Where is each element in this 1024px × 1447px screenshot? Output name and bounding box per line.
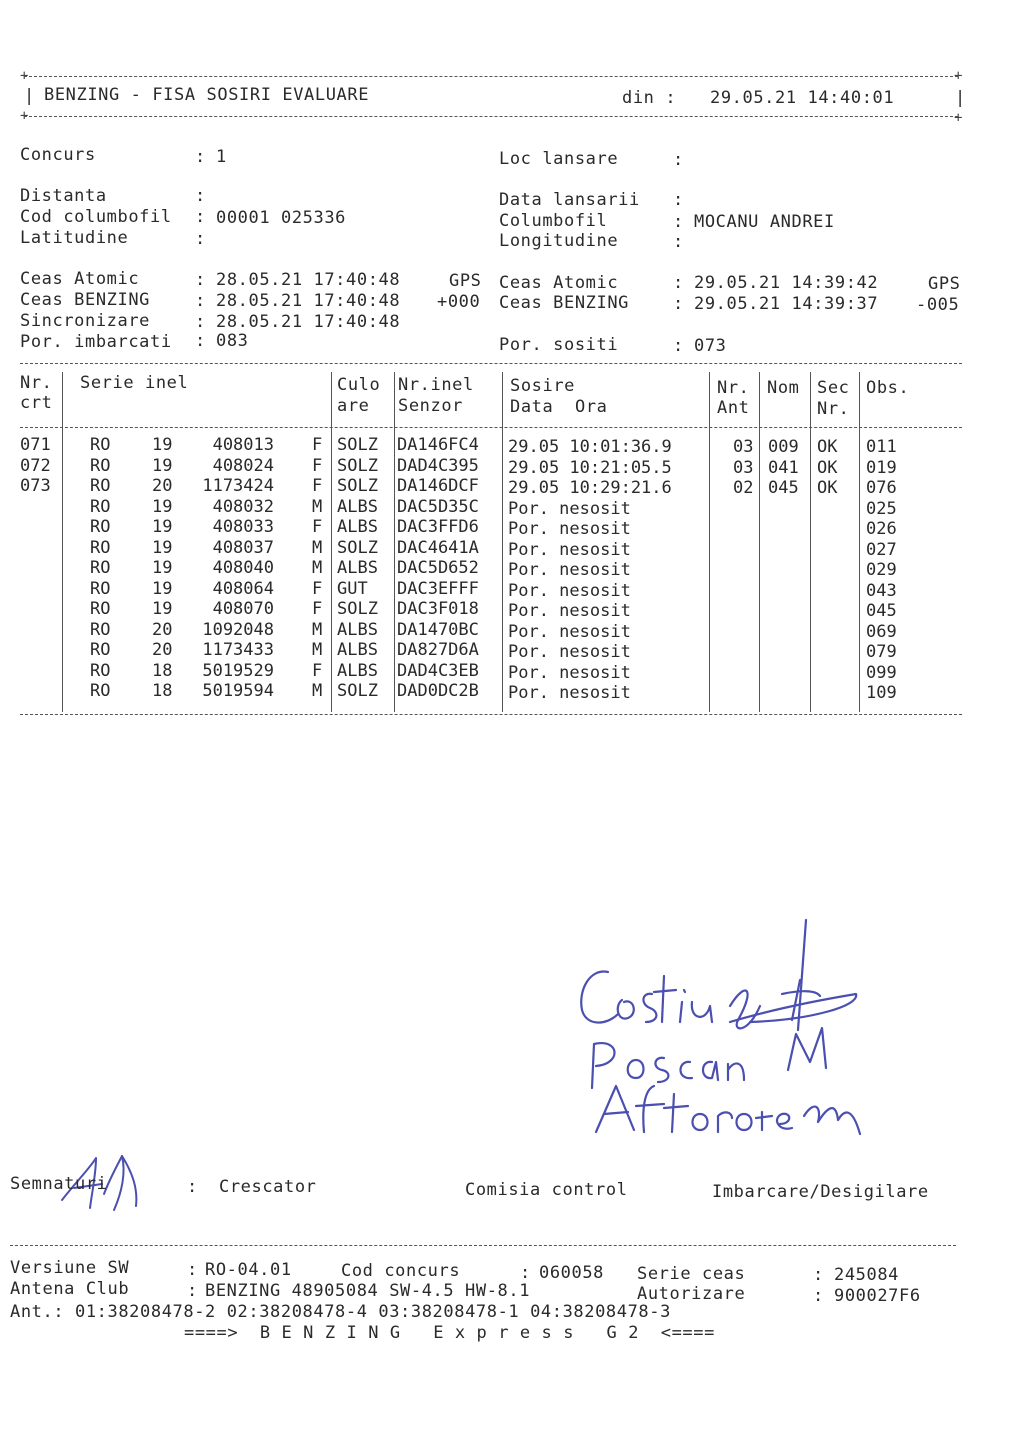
cell-sensor: DA146DCF [397, 476, 479, 496]
cell-sensor: DAC3FFD6 [397, 517, 479, 537]
header-bottom-border [24, 116, 958, 117]
corner-mark: + [954, 68, 963, 84]
col-header-culoare-sub: are [337, 396, 370, 416]
table-bottom-border [20, 714, 962, 715]
info-sep: : [673, 190, 684, 210]
cell-color: GUT [337, 578, 368, 599]
cell-color: SOLZ [337, 599, 378, 619]
cell-ring: 1173424 [202, 476, 274, 496]
info-sep: : [673, 273, 684, 293]
cell-country: RO [90, 537, 111, 558]
cell-ring: 408033 [212, 517, 274, 537]
info-label: Loc lansare [499, 149, 619, 169]
info-sep: : [195, 207, 206, 227]
col-header-sosire-sub: Data Ora [510, 397, 608, 417]
cell-color: SOLZ [337, 455, 378, 476]
header-top-border [24, 76, 958, 77]
info-label: Ceas Atomic [499, 273, 619, 293]
cell-sensor: DAD0DC2B [397, 681, 479, 701]
cell-country: RO [90, 681, 111, 701]
cell-country: RO [90, 660, 111, 681]
col-header-serie: Serie inel [80, 373, 189, 393]
cell-nom: 041 [768, 457, 799, 478]
cell-obs: 043 [866, 580, 897, 601]
cell-sensor: DA1470BC [397, 619, 479, 640]
cell-nr: 071 [20, 435, 51, 455]
cell-obs: 011 [866, 437, 897, 457]
column-divider [759, 372, 760, 712]
cell-arrival: 29.05 10:29:21.6 [508, 478, 672, 498]
cell-year: 19 [152, 455, 173, 476]
brand-line: ====> B E N Z I N G E x p r e s s G 2 <==== [184, 1323, 715, 1343]
info-label: Distanta [20, 186, 107, 206]
cell-year: 19 [152, 496, 173, 517]
cell-ring: 408013 [212, 435, 274, 455]
info-value: 073 [694, 336, 727, 356]
info-label: Por. imbarcati [20, 332, 172, 352]
info-value: MOCANU ANDREI [694, 212, 835, 232]
cell-country: RO [90, 517, 111, 537]
cell-arrival: Por. nesosit [508, 683, 631, 703]
info-label: Latitudine [20, 228, 129, 248]
header-right-bar: | [955, 88, 966, 108]
col-header-nrinel-sub: Senzor [398, 396, 464, 416]
cell-sex: M [312, 496, 323, 517]
info-extra: +000 [437, 292, 481, 312]
cell-sensor: DAC3EFFF [397, 578, 479, 599]
info-sep: : [673, 212, 684, 232]
versiune-sep: : [187, 1260, 198, 1280]
report-date-label: din : [622, 88, 677, 108]
cell-year: 18 [152, 681, 173, 701]
cell-sex: F [312, 455, 323, 476]
cell-sensor: DAC5D652 [397, 558, 479, 578]
cell-ring: 408032 [212, 496, 274, 517]
autorizare-label: Autorizare [637, 1284, 746, 1304]
antena-value: BENZING 48905084 SW-4.5 HW-8.1 [205, 1281, 531, 1301]
autorizare-sep: : [813, 1286, 824, 1306]
report-title: BENZING - FISA SOSIRI EVALUARE [44, 85, 370, 105]
cell-ring: 408024 [212, 455, 274, 476]
info-sep: : [195, 270, 206, 290]
column-divider [810, 372, 811, 712]
cell-sex: M [312, 640, 323, 660]
cell-sex: M [312, 681, 323, 701]
col-header-ant-sub: Ant [717, 398, 750, 418]
cell-year: 20 [152, 476, 173, 496]
cell-color: SOLZ [337, 537, 378, 558]
cell-country: RO [90, 496, 111, 517]
cell-country: RO [90, 435, 111, 455]
cell-obs: 109 [866, 683, 897, 703]
serie-ceas-value: 245084 [834, 1265, 900, 1285]
col-header-sosire: Sosire [510, 376, 576, 396]
cell-nom: 045 [768, 478, 799, 498]
cell-sex: M [312, 537, 323, 558]
corner-mark: + [954, 110, 963, 126]
table-top-border [20, 363, 962, 364]
cell-ant: 02 [733, 478, 754, 498]
header-left-bar: | [24, 86, 35, 106]
cell-ant: 03 [733, 457, 754, 478]
cell-nr: 073 [20, 476, 51, 496]
column-divider [502, 372, 503, 712]
cell-arrival: Por. nesosit [508, 642, 631, 662]
cell-sex: F [312, 435, 323, 455]
signature-comisia-control: Comisia control [465, 1180, 628, 1200]
info-label: Sincronizare [20, 311, 151, 331]
info-sep: : [195, 147, 206, 167]
cell-ring: 1092048 [202, 619, 274, 640]
cell-nom: 009 [768, 437, 799, 457]
cell-obs: 069 [866, 621, 897, 642]
cell-sensor: DAC5D35C [397, 496, 479, 517]
cell-obs: 099 [866, 662, 897, 683]
info-sep: : [673, 150, 684, 170]
signature-imbarcare-desigilare: Imbarcare/Desigilare [712, 1182, 929, 1202]
cod-concurs-value: 060058 [539, 1263, 605, 1283]
info-extra: -005 [916, 295, 960, 315]
cell-sec: OK [817, 478, 838, 498]
info-label: Cod columbofil [20, 207, 172, 227]
antenna-list: Ant.: 01:38208478-2 02:38208478-4 03:38208478-1 04:38208478-3 [10, 1302, 671, 1322]
col-header-culoare: Culo [337, 375, 381, 395]
info-value: 1 [216, 147, 227, 167]
cell-sensor: DAC3F018 [397, 599, 479, 619]
versiune-value: RO-04.01 [205, 1260, 292, 1280]
cell-ring: 408040 [212, 558, 274, 578]
cell-color: ALBS [337, 496, 378, 517]
cod-concurs-label: Cod concurs [341, 1261, 461, 1281]
cell-color: ALBS [337, 619, 378, 640]
cell-country: RO [90, 599, 111, 619]
cell-obs: 027 [866, 539, 897, 560]
info-extra: GPS [928, 274, 961, 294]
info-label: Ceas Atomic [20, 269, 140, 289]
cell-obs: 019 [866, 457, 897, 478]
info-sep: : [195, 312, 206, 332]
corner-mark: + [20, 108, 29, 124]
info-value: 29.05.21 14:39:37 [694, 294, 879, 314]
cell-year: 18 [152, 660, 173, 681]
cell-arrival: Por. nesosit [508, 560, 631, 580]
cell-arrival: 29.05 10:21:05.5 [508, 457, 672, 478]
info-value: 28.05.21 17:40:48 [216, 291, 401, 311]
column-divider [331, 372, 332, 712]
cell-ring: 5019594 [202, 681, 274, 701]
report-date-value: 29.05.21 14:40:01 [710, 88, 895, 108]
cell-year: 19 [152, 578, 173, 599]
info-label: Concurs [20, 145, 96, 165]
signature-crescator: Crescator [219, 1177, 317, 1197]
serie-ceas-label: Serie ceas [637, 1264, 746, 1284]
cell-arrival: Por. nesosit [508, 539, 631, 560]
signatures-sep: : [187, 1177, 198, 1197]
cell-arrival: Por. nesosit [508, 621, 631, 642]
cell-sex: F [312, 599, 323, 619]
cell-obs: 076 [866, 478, 897, 498]
col-header-obs: Obs. [866, 378, 910, 398]
cell-year: 19 [152, 435, 173, 455]
cell-country: RO [90, 455, 111, 476]
info-label: Data lansarii [499, 190, 640, 210]
info-extra: GPS [449, 271, 482, 291]
cell-ring: 1173433 [202, 640, 274, 660]
cell-sex: F [312, 660, 323, 681]
cell-color: SOLZ [337, 476, 378, 496]
col-header-sec-sub: Nr. [817, 399, 850, 419]
info-label: Ceas BENZING [20, 290, 151, 310]
cod-concurs-sep: : [520, 1263, 531, 1283]
info-sep: : [195, 229, 206, 249]
cell-ring: 408037 [212, 537, 274, 558]
cell-obs: 026 [866, 519, 897, 539]
col-header-ant: Nr. [717, 378, 750, 398]
cell-year: 19 [152, 517, 173, 537]
cell-country: RO [90, 558, 111, 578]
cell-obs: 029 [866, 560, 897, 580]
cell-arrival: Por. nesosit [508, 498, 631, 519]
footer-top-border [10, 1245, 956, 1246]
cell-sec: OK [817, 457, 838, 478]
col-header-nr-sub: crt [20, 393, 53, 413]
versiune-label: Versiune SW [10, 1258, 130, 1278]
cell-sensor: DAD4C395 [397, 455, 479, 476]
cell-country: RO [90, 476, 111, 496]
handwritten-signatures [560, 910, 880, 1150]
cell-year: 19 [152, 537, 173, 558]
info-sep: : [195, 186, 206, 206]
info-sep: : [195, 331, 206, 351]
cell-country: RO [90, 619, 111, 640]
cell-sex: F [312, 578, 323, 599]
cell-year: 20 [152, 640, 173, 660]
cell-arrival: Por. nesosit [508, 601, 631, 621]
info-label: Columbofil [499, 211, 608, 231]
cell-color: ALBS [337, 660, 378, 681]
cell-nr: 072 [20, 455, 51, 476]
info-value: 00001 025336 [216, 208, 347, 228]
cell-obs: 079 [866, 642, 897, 662]
antena-label: Antena Club [10, 1279, 130, 1299]
cell-ring: 5019529 [202, 660, 274, 681]
cell-sex: M [312, 558, 323, 578]
corner-mark: + [20, 68, 29, 84]
cell-obs: 025 [866, 498, 897, 519]
info-value: 29.05.21 14:39:42 [694, 273, 879, 293]
cell-arrival: Por. nesosit [508, 580, 631, 601]
cell-sensor: DAC4641A [397, 537, 479, 558]
info-label: Por. sositi [499, 335, 619, 355]
table-header-divider [20, 427, 962, 428]
info-sep: : [195, 291, 206, 311]
cell-ant: 03 [733, 437, 754, 457]
info-label: Longitudine [499, 231, 619, 251]
antena-sep: : [187, 1281, 198, 1301]
cell-ring: 408064 [212, 578, 274, 599]
cell-color: SOLZ [337, 681, 378, 701]
info-value: 083 [216, 331, 249, 351]
cell-year: 19 [152, 599, 173, 619]
cell-arrival: Por. nesosit [508, 519, 631, 539]
info-sep: : [673, 336, 684, 356]
cell-year: 19 [152, 558, 173, 578]
cell-country: RO [90, 578, 111, 599]
column-divider [394, 372, 395, 712]
column-divider [62, 372, 63, 712]
info-value: 28.05.21 17:40:48 [216, 270, 401, 290]
cell-sex: F [312, 517, 323, 537]
cell-sensor: DA827D6A [397, 640, 479, 660]
cell-color: ALBS [337, 517, 378, 537]
cell-arrival: 29.05 10:01:36.9 [508, 437, 672, 457]
info-value: 28.05.21 17:40:48 [216, 312, 401, 332]
info-label: Ceas BENZING [499, 293, 630, 313]
cell-color: SOLZ [337, 435, 378, 455]
cell-color: ALBS [337, 558, 378, 578]
cell-obs: 045 [866, 601, 897, 621]
autorizare-value: 900027F6 [834, 1286, 921, 1306]
cell-sex: F [312, 476, 323, 496]
cell-sex: M [312, 619, 323, 640]
cell-arrival: Por. nesosit [508, 662, 631, 683]
cell-color: ALBS [337, 640, 378, 660]
cell-sensor: DA146FC4 [397, 435, 479, 455]
column-divider [859, 372, 860, 712]
col-header-nrinel: Nr.inel [398, 375, 474, 395]
serie-ceas-sep: : [813, 1265, 824, 1285]
cell-ring: 408070 [212, 599, 274, 619]
column-divider [709, 372, 710, 712]
cell-sensor: DAD4C3EB [397, 660, 479, 681]
col-header-nr: Nr. [20, 373, 53, 393]
info-sep: : [673, 232, 684, 252]
cell-year: 20 [152, 619, 173, 640]
cell-country: RO [90, 640, 111, 660]
cell-sec: OK [817, 437, 838, 457]
col-header-nom: Nom [767, 378, 800, 398]
info-sep: : [673, 294, 684, 314]
col-header-sec: Sec [817, 378, 850, 398]
signatures-label: Semnaturi [10, 1174, 108, 1194]
